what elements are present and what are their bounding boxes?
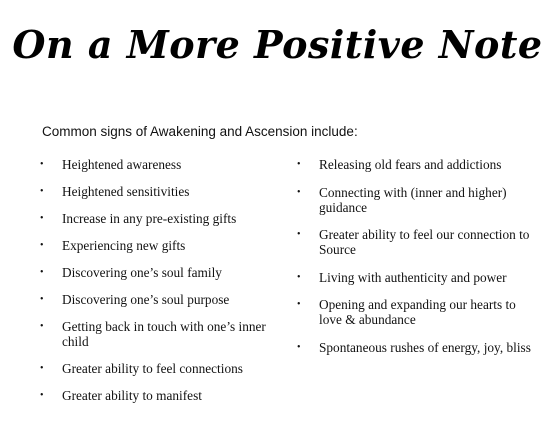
bullet-icon: •: [297, 229, 301, 240]
right-signs-list: [297, 157, 537, 367]
list-item-text: Discovering one’s soul purpose: [62, 292, 230, 307]
bullet-icon: •: [40, 240, 44, 251]
list-item-text: Greater ability to feel our connection to Source: [319, 227, 530, 257]
list-item: [40, 388, 280, 403]
list-item: [40, 157, 280, 172]
list-item-text: Releasing old fears and addictions: [319, 157, 502, 172]
bullet-icon: •: [40, 294, 44, 305]
bullet-icon: •: [297, 271, 301, 283]
page-title: On a More Positive Note: [12, 22, 543, 67]
bullet-icon: •: [40, 363, 44, 374]
list-item: [40, 361, 280, 376]
list-item: [40, 184, 280, 199]
bullet-icon: •: [40, 267, 44, 278]
list-item: [40, 238, 280, 253]
bullet-icon: •: [40, 390, 44, 401]
bullet-icon: •: [40, 159, 44, 170]
list-item: [297, 227, 537, 257]
list-item-text: Connecting with (inner and higher) guidance: [319, 184, 507, 215]
list-item-text: Opening and expanding our hearts to love & abundance: [319, 297, 516, 327]
bullet-icon: •: [40, 213, 44, 224]
list-item-text: Living with authenticity and power: [319, 269, 507, 285]
list-item: [297, 270, 537, 285]
bullet-icon: •: [40, 186, 44, 197]
list-item: [297, 185, 537, 215]
list-item-text: Getting back in touch with one’s inner child: [62, 319, 266, 349]
list-item-text: Heightened sensitivities: [62, 184, 190, 199]
list-item-text: Increase in any pre-existing gifts: [62, 211, 237, 226]
bullet-icon: •: [297, 159, 301, 170]
list-item: [297, 340, 537, 355]
left-signs-list: [40, 157, 280, 415]
list-item: [40, 319, 280, 349]
list-item-text: Greater ability to manifest: [62, 388, 202, 403]
list-item-text: Spontaneous rushes of energy, joy, bliss: [319, 339, 531, 355]
list-item: [297, 157, 537, 172]
list-item-text: Discovering one’s soul family: [62, 265, 222, 280]
list-item-text: Greater ability to feel connections: [62, 361, 243, 376]
bullet-icon: •: [40, 321, 44, 332]
list-item: [297, 297, 537, 327]
list-item-text: Heightened awareness: [62, 157, 182, 172]
list-item: [40, 292, 280, 307]
bullet-icon: •: [297, 186, 301, 198]
list-item: [40, 211, 280, 226]
bullet-icon: •: [297, 299, 301, 310]
intro-text: Common signs of Awakening and Ascension include:: [42, 124, 358, 139]
bullet-icon: •: [297, 341, 301, 353]
list-item-text: Experiencing new gifts: [62, 238, 186, 253]
list-item: [40, 265, 280, 280]
